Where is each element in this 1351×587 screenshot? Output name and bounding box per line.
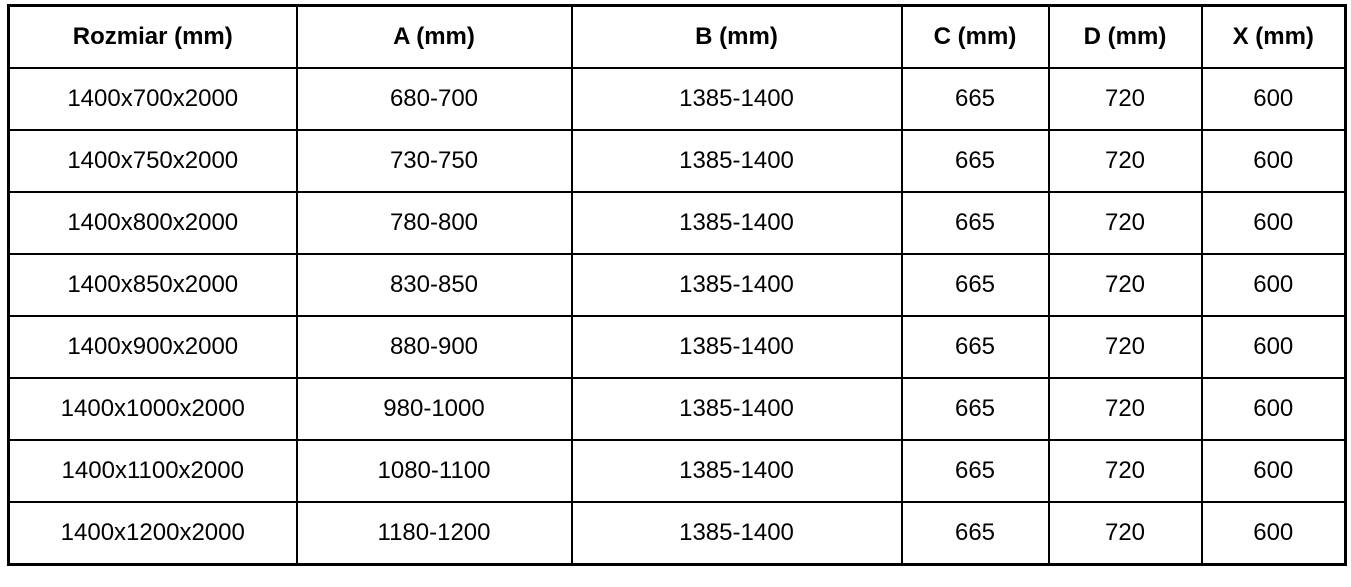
table-cell: 1385-1400 <box>572 502 902 565</box>
table-row <box>9 192 1346 254</box>
table-row <box>9 440 1346 502</box>
table-cell: 1400x700x2000 <box>9 68 297 130</box>
column-header-x: X (mm) <box>1202 6 1346 69</box>
table-cell: 1385-1400 <box>572 440 902 502</box>
column-header-b: B (mm) <box>572 6 902 69</box>
table-cell: 665 <box>902 130 1049 192</box>
table-cell: 720 <box>1049 502 1202 565</box>
table-cell: 680-700 <box>297 68 572 130</box>
table-cell: 720 <box>1049 378 1202 440</box>
column-header-rozmiar: Rozmiar (mm) <box>9 6 297 69</box>
table-cell: 665 <box>902 68 1049 130</box>
table-cell: 780-800 <box>297 192 572 254</box>
table-cell: 1385-1400 <box>572 192 902 254</box>
table-cell: 1400x850x2000 <box>9 254 297 316</box>
table-cell: 665 <box>902 254 1049 316</box>
table-row <box>9 378 1346 440</box>
table-cell: 720 <box>1049 192 1202 254</box>
table-body <box>9 68 1346 565</box>
table-cell: 1385-1400 <box>572 130 902 192</box>
table-cell: 600 <box>1202 502 1346 565</box>
table-cell: 1080-1100 <box>297 440 572 502</box>
table-cell: 720 <box>1049 316 1202 378</box>
table-row <box>9 130 1346 192</box>
table-cell: 830-850 <box>297 254 572 316</box>
table-cell: 600 <box>1202 192 1346 254</box>
table-row <box>9 502 1346 565</box>
table-cell: 1400x1000x2000 <box>9 378 297 440</box>
size-spec-table <box>7 4 1347 566</box>
table-cell: 1180-1200 <box>297 502 572 565</box>
table-cell: 665 <box>902 192 1049 254</box>
table-cell: 665 <box>902 316 1049 378</box>
table-cell: 665 <box>902 378 1049 440</box>
column-header-c: C (mm) <box>902 6 1049 69</box>
table-cell: 1400x750x2000 <box>9 130 297 192</box>
table-row <box>9 254 1346 316</box>
table-cell: 1400x900x2000 <box>9 316 297 378</box>
column-header-a: A (mm) <box>297 6 572 69</box>
table-cell: 720 <box>1049 68 1202 130</box>
table-cell: 600 <box>1202 440 1346 502</box>
table-cell: 600 <box>1202 378 1346 440</box>
table-cell: 1385-1400 <box>572 254 902 316</box>
table-cell: 600 <box>1202 68 1346 130</box>
table-cell: 980-1000 <box>297 378 572 440</box>
table-cell: 600 <box>1202 130 1346 192</box>
table-cell: 665 <box>902 440 1049 502</box>
table-cell: 720 <box>1049 130 1202 192</box>
table-cell: 880-900 <box>297 316 572 378</box>
table-cell: 1400x800x2000 <box>9 192 297 254</box>
table-cell: 720 <box>1049 254 1202 316</box>
table-cell: 720 <box>1049 440 1202 502</box>
table-row <box>9 68 1346 130</box>
table-cell: 1400x1200x2000 <box>9 502 297 565</box>
table-cell: 730-750 <box>297 130 572 192</box>
table-cell: 1400x1100x2000 <box>9 440 297 502</box>
table-cell: 1385-1400 <box>572 378 902 440</box>
column-header-d: D (mm) <box>1049 6 1202 69</box>
table-cell: 1385-1400 <box>572 68 902 130</box>
table-cell: 1385-1400 <box>572 316 902 378</box>
table-cell: 600 <box>1202 254 1346 316</box>
table-cell: 600 <box>1202 316 1346 378</box>
table-header-row <box>9 6 1346 69</box>
table-row <box>9 316 1346 378</box>
table-cell: 665 <box>902 502 1049 565</box>
